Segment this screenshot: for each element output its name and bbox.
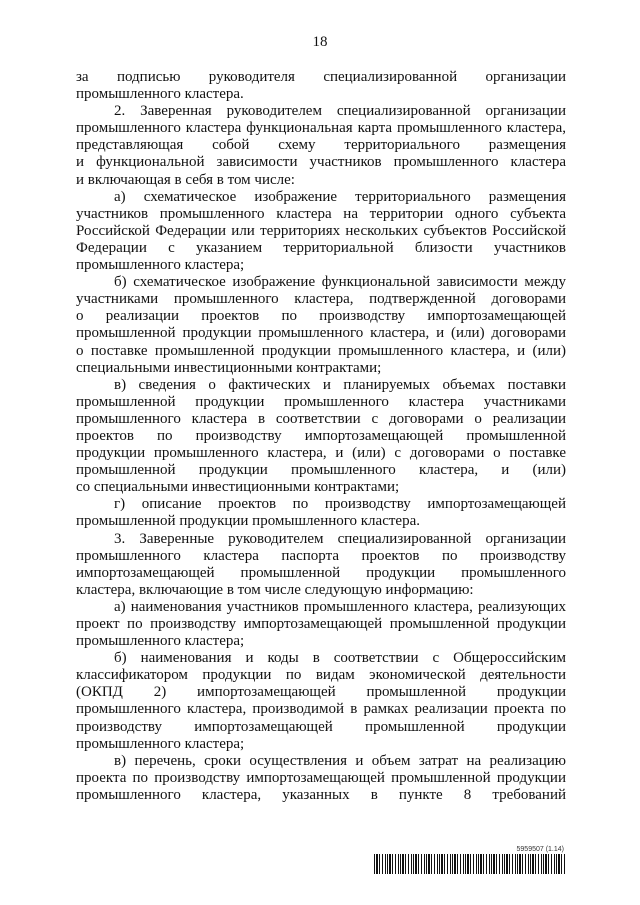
- text-line: промышленного кластера;: [76, 257, 245, 274]
- text-line: за подписью руководителя специализированной организации: [76, 69, 566, 85]
- text-line: промышленного кластера паспорта проектов по производству: [76, 547, 566, 564]
- document-code: 5959507 (1.14): [516, 846, 564, 853]
- text-line: продукции промышленного кластера, и (или) с договорами о поставке: [76, 445, 566, 462]
- text-line: б) схематическое изображение функциональной зависимости между: [114, 274, 566, 291]
- text-line: промышленной продукции промышленного кластера участниками: [76, 393, 566, 410]
- text-line: специальными инвестиционными контрактами;: [76, 359, 382, 376]
- text-line: Российской Федерации или территориях нескольких субъектов Российской: [76, 222, 566, 239]
- text-line: промышленного кластера, указанных в пункте 8 требований: [76, 786, 566, 803]
- text-line: производству импортозамещающей промышленной продукции: [76, 718, 566, 735]
- text-line: промышленного кластера.: [76, 86, 244, 103]
- text-line: а) схематическое изображение территориального размещения: [114, 188, 566, 205]
- text-line: и функциональной зависимости участников промышленного кластера: [76, 154, 566, 171]
- text-line: промышленной продукции промышленного кластера.: [76, 513, 420, 530]
- text-line: проектов по производству импортозамещающей промышленной: [76, 427, 566, 444]
- text-line: промышленного кластера функциональная карта промышленного кластера,: [76, 120, 566, 137]
- text-line: а) наименования участников промышленного кластера, реализующих: [114, 598, 566, 615]
- text-line: промышленного кластера;: [76, 735, 245, 752]
- text-line: промышленного кластера в соответствии с договорами о реализации: [76, 410, 566, 427]
- text-line: о реализации проектов по производству импортозамещающей: [76, 308, 566, 325]
- barcode-icon: [374, 854, 567, 874]
- text-line: Федерации с указанием территориальной близости участников: [76, 239, 566, 256]
- text-line: представляющая собой схему территориального размещения: [76, 137, 566, 154]
- text-line: в) перечень, сроки осуществления и объем затрат на реализацию: [114, 752, 566, 769]
- page-number: 18: [312, 34, 328, 50]
- text-line: промышленной продукции промышленного кластера, и (или): [76, 462, 566, 479]
- text-line: и включающая в себя в том числе:: [76, 171, 295, 188]
- text-line: участников промышленного кластера на территории одного субъекта: [76, 205, 566, 222]
- text-line: о поставке промышленной продукции промышленного кластера, и (или): [76, 342, 566, 359]
- text-line: со специальными инвестиционными контрактами;: [76, 479, 400, 496]
- text-line: участниками промышленного кластера, подтвержденной договорами: [76, 291, 566, 308]
- text-line: 3. Заверенные руководителем специализированной организации: [114, 530, 566, 547]
- text-line: проект по производству импортозамещающей промышленной продукции: [76, 616, 566, 632]
- body-text: [76, 69, 566, 804]
- text-line: классификатором продукции по видам экономической деятельности: [76, 667, 566, 684]
- text-line: 2. Заверенная руководителем специализированной организации: [114, 103, 566, 120]
- text-line: промышленной продукции промышленного кластера, и (или) договорами: [76, 325, 566, 342]
- text-line: г) описание проектов по производству импортозамещающей: [114, 496, 566, 513]
- text-line: в) сведения о фактических и планируемых объемах поставки: [114, 376, 566, 393]
- text-line: проекта по производству импортозамещающей промышленной продукции: [76, 769, 566, 786]
- text-line: промышленного кластера, производимой в рамках реализации проекта по: [76, 701, 566, 718]
- text-line: кластера, включающие в том числе следующую информацию:: [76, 581, 474, 598]
- text-line: б) наименования и коды в соответствии с Общероссийским: [114, 650, 566, 667]
- text-line: импортозамещающей промышленной продукции промышленного: [76, 564, 566, 581]
- text-line: промышленного кластера;: [76, 633, 245, 650]
- text-line: (ОКПД 2) импортозамещающей промышленной продукции: [76, 684, 566, 701]
